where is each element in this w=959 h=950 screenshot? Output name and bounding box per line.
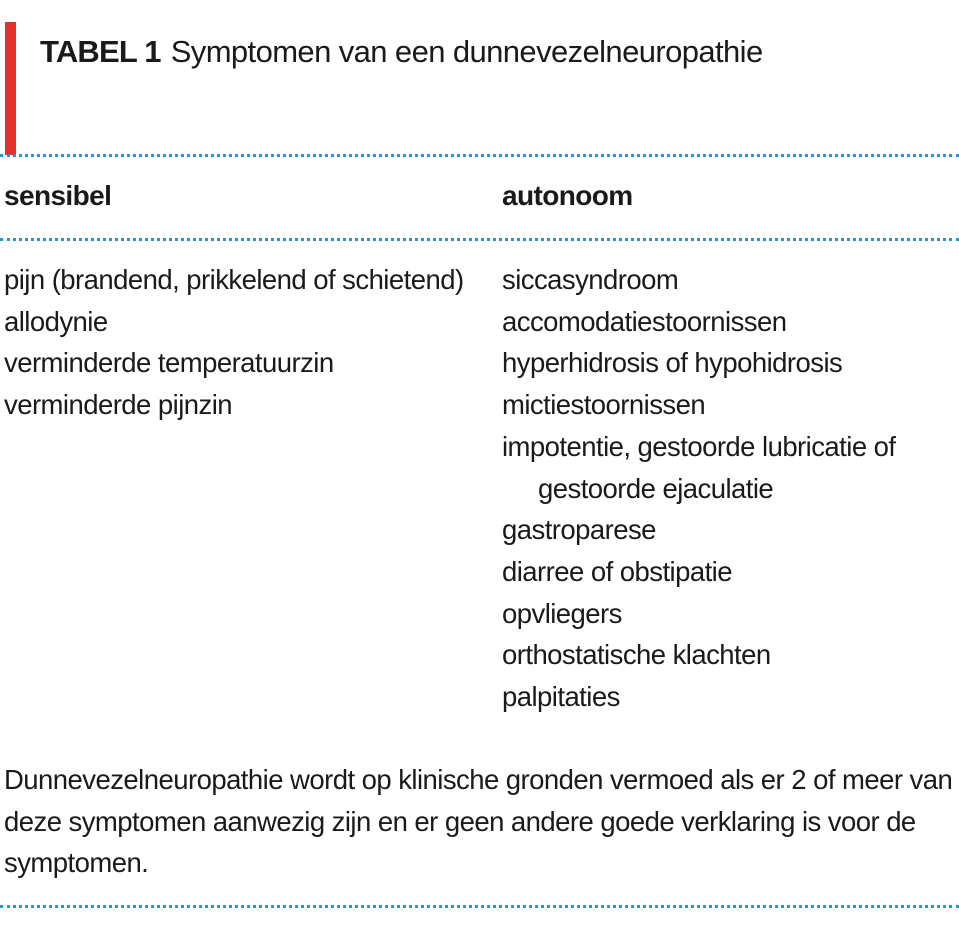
list-item: verminderde temperatuurzin [4,347,334,379]
list-item: impotentie, gestoorde lubricatie of gestoorde ejaculatie [502,430,896,504]
list-item: palpitaties [502,681,620,713]
list-item: pijn (brandend, prikkelend of schietend) [4,264,464,295]
list-autonoom [502,259,959,718]
column-header-autonoom: autonoom [502,180,633,211]
list-item: orthostatische klachten [502,639,771,671]
divider-header [0,238,959,241]
list-sensibel [4,259,464,426]
list-item: accomodatiestoornissen [502,305,787,337]
list-item: opvliegers [502,597,622,629]
list-item: allodynie [4,305,108,337]
list-item: diarree of obstipatie [502,555,732,587]
list-item: hyperhidrosis of hypohidrosis [502,347,843,379]
column-header-sensibel: sensibel [4,180,112,211]
list-item: mictiestoornissen [502,389,706,421]
table-label: TABEL 1 [40,34,161,69]
list-item: siccasyndroom [502,264,679,295]
divider-top [0,154,959,157]
table-footnote: Dunnevezelneuropathie wordt op klinische gronden vermoed als er 2 of meer van deze symptomen aanwezig zijn en er geen andere goede verklaring is voor de symptomen. [4,764,953,878]
accent-bar [5,22,16,155]
table-title [40,32,763,72]
divider-bottom [0,905,959,908]
list-item: gastroparese [502,514,656,546]
table-title-text: Symptomen van een dunnevezelneuropathie [170,34,763,69]
list-item: verminderde pijnzin [4,389,232,421]
